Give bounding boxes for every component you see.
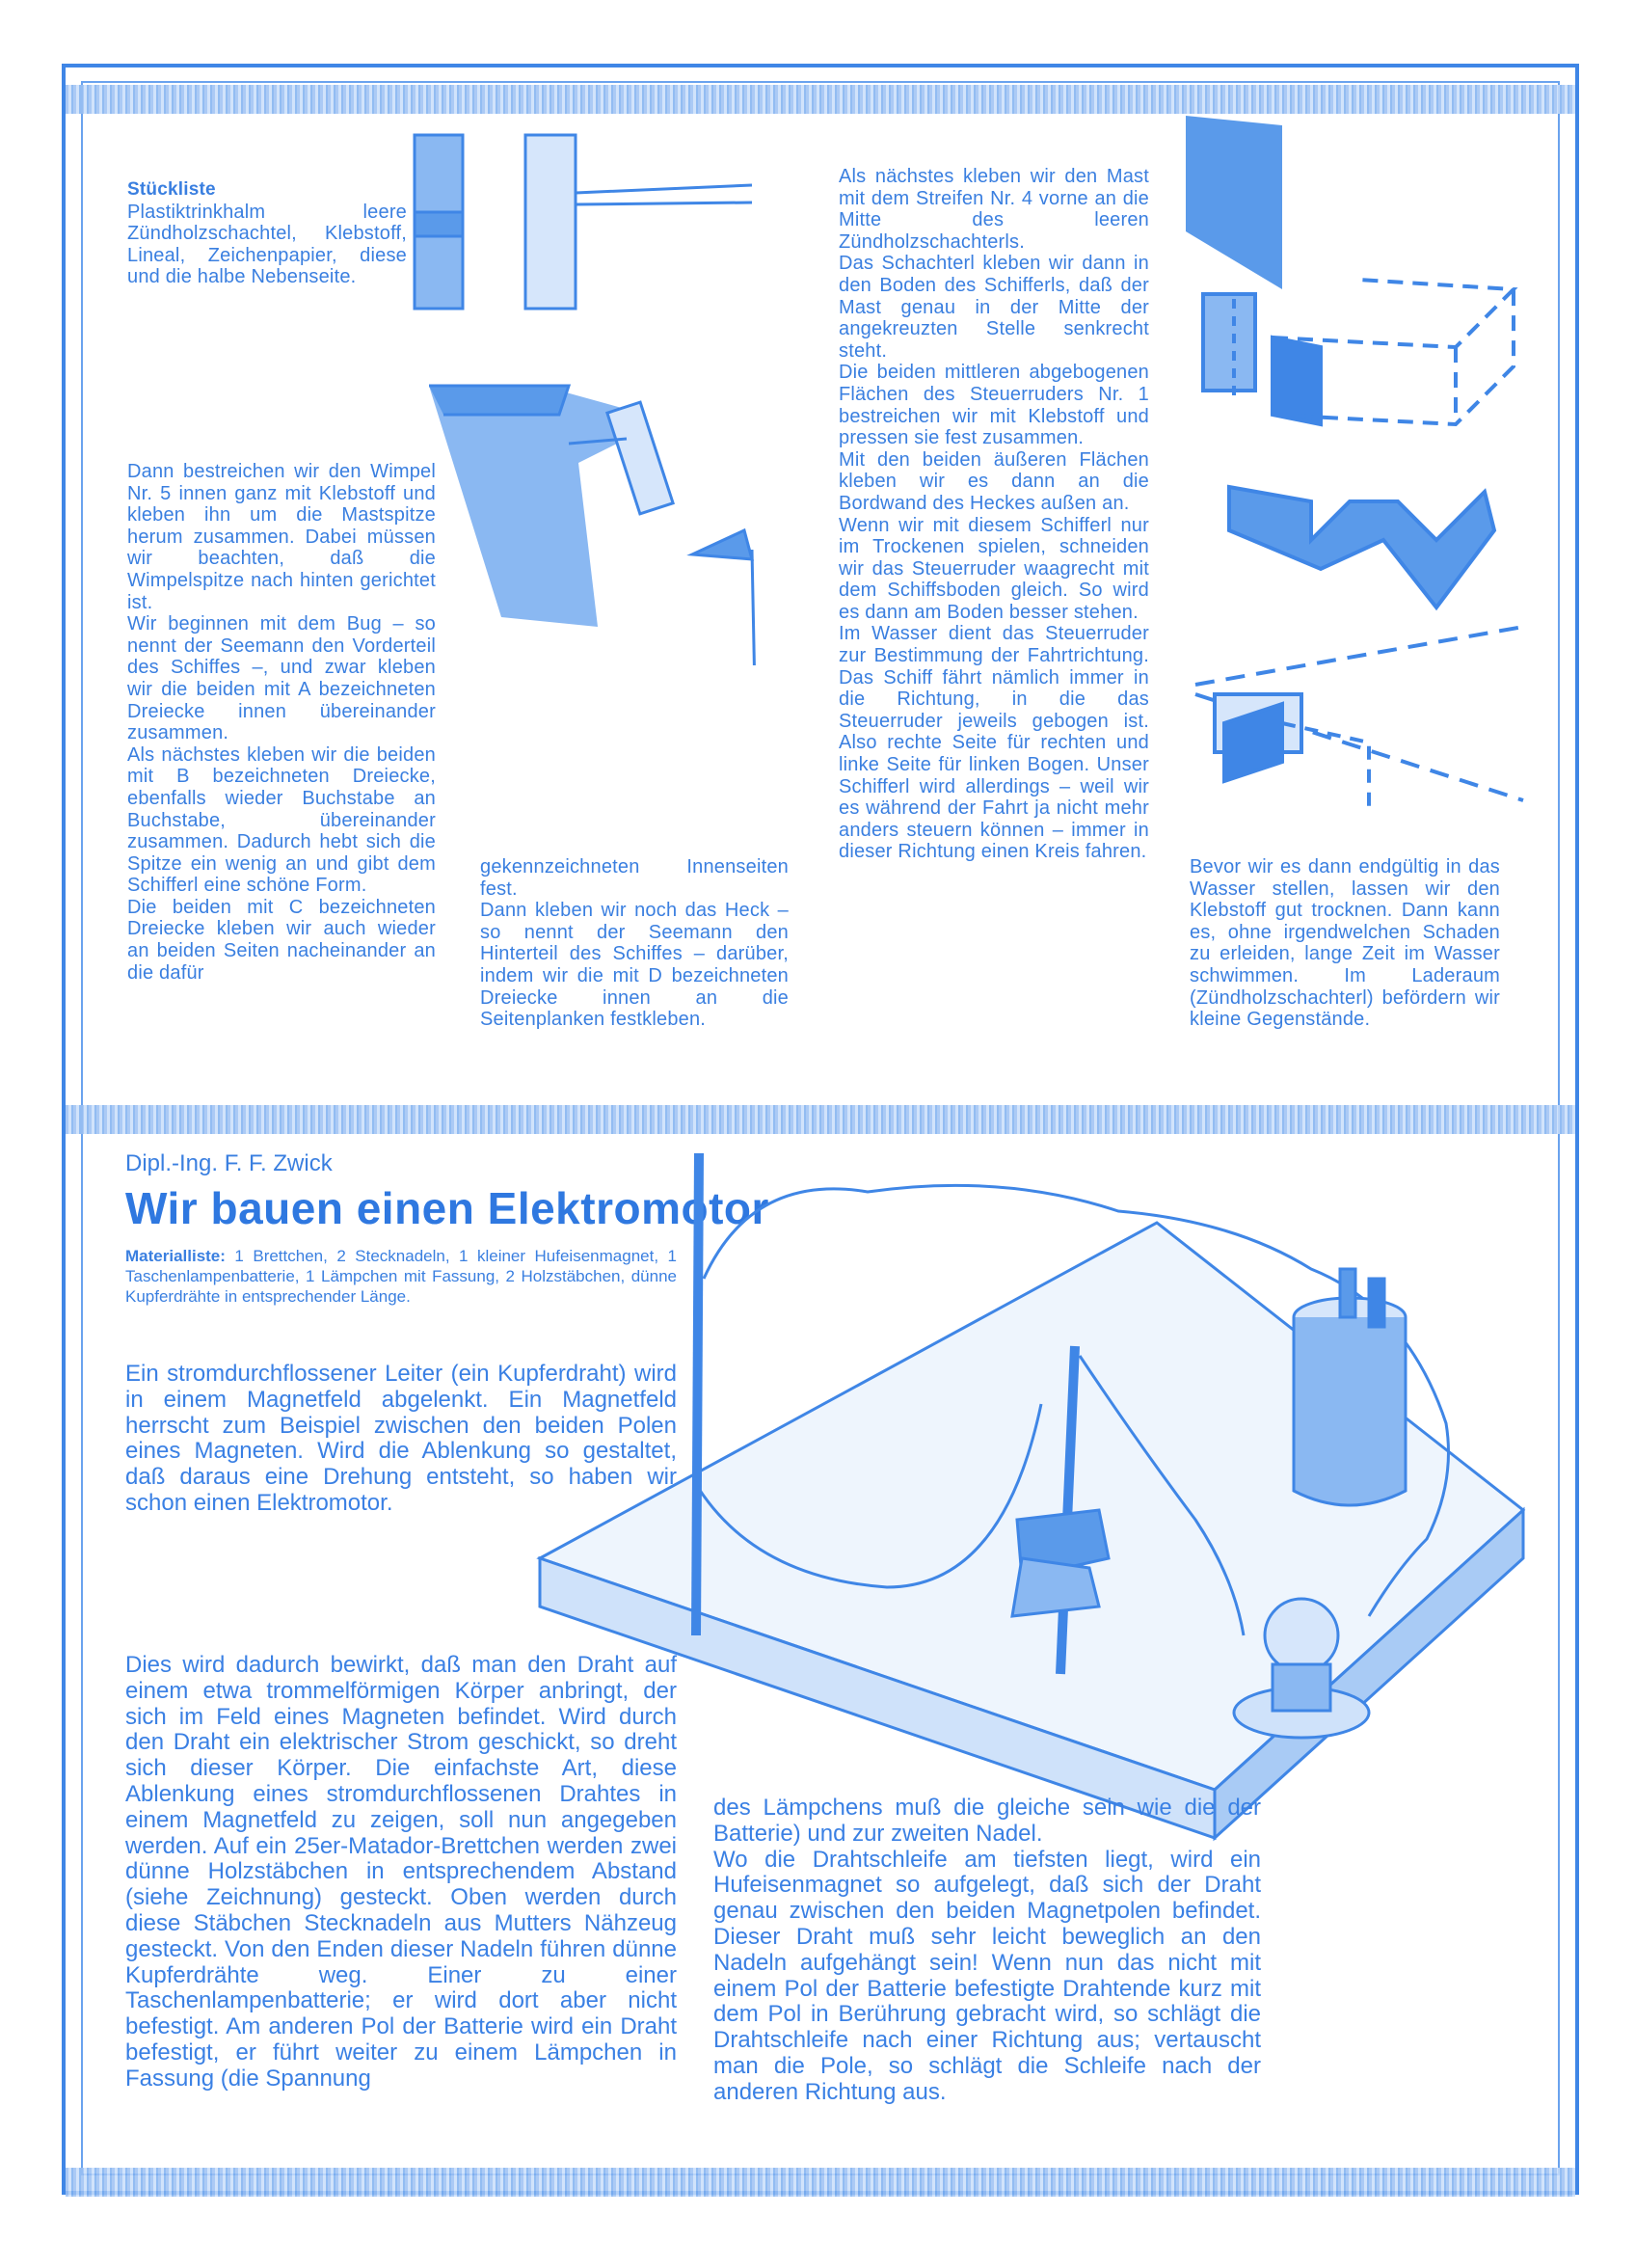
boat-column-3 (839, 166, 1149, 863)
boat-column-2 (480, 856, 789, 1031)
article-title: Wir bauen einen Elektromotor (125, 1183, 769, 1233)
material-label: Materialliste: (125, 1247, 226, 1265)
parts-list-text: Plastiktrinkhalm leere Zündholzschachtel, Klebstoff, Lineal, Zeichenpapier, diese und die halbe Nebenseite. (127, 201, 407, 288)
paragraph: Bevor wir es dann endgültig in das Wasser stellen, lassen wir den Klebstoff gut trocknen. Dann kann es, ohne irgendwelchen Schaden zu erleiden, lange Zeit im Wasser schwimmen. Im Laderaum (Zündholzschachterl) befördern wir kleine Gegenstände. (1190, 856, 1500, 1031)
paragraph: Dies wird dadurch bewirkt, daß man den Draht auf einem etwa trommelförmigen Körper anbringt, der sich im Feld eines Magneten befindet. Wird durch den Draht ein elektrischer Strom geschickt, so dreht sich dieser Körper. Die einfachste Art, diese Ablenkung eines stromdurchflossenen Drahtes in einem Magnetfeld zu zeigen, soll nun angegeben werden. Auf ein 25er-Matador-Brettchen werden zwei dünne Holzstäbchen in entsprechendem Abstand (siehe Zeichnung) gesteckt. Oben werden durch diese Stäbchen Stecknadeln aus Mutters Nähzeug gesteckt. Von den Enden dieser Nadeln führen dünne Kupferdrähte weg. Einer zu einer Taschenlampenbatterie; er wird dort aber nicht befestigt. Am anderen Pol der Batterie wird ein Draht befestigt, er führt weiter zu einem Lämpchen in Fassung (die Spannung (125, 1652, 677, 2092)
author: Dipl.-Ing. F. F. Zwick (125, 1150, 333, 1176)
mast-and-pennant-illustration (386, 125, 771, 665)
paragraph: Als nächstes kleben wir den Mast mit dem Streifen Nr. 4 vorne an die Mitte des leeren Zündholzschachterls. (839, 166, 1149, 253)
bottom-crayon-band (66, 2168, 1575, 2197)
paragraph: Als nächstes kleben wir die beiden mit B bezeichneten Dreiecke, ebenfalls wieder Buchstabe an Buchstabe, übereinander zusammen. Dadurch hebt sich die Spitze ein wenig an und gibt dem Schifferl eine schöne Form. (127, 743, 436, 897)
parts-list-title: Stückliste (127, 179, 216, 200)
paragraph: gekennzeichneten Innenseiten fest. (480, 856, 789, 900)
material-text: 1 Brettchen, 2 Stecknadeln, 1 kleiner Hufeisenmagnet, 1 Taschenlampenbatterie, 1 Lämpchen mit Fassung, 2 Holzstäbchen, dünne Kupferdrähte in entsprechender Länge. (125, 1247, 677, 1306)
paragraph: Das Schachterl kleben wir dann in den Boden des Schifferls, daß der Mast genau in der Mitte der angekreuzten Stelle senkrecht steht. (839, 253, 1149, 362)
paragraph: des Lämpchens muß die gleiche sein wie die der Batterie) und zur zweiten Nadel. (713, 1795, 1261, 1847)
paragraph: Die beiden mittleren abgebogenen Flächen des Steuerruders Nr. 1 bestreichen wir mit Klebstoff und pressen sie fest zusammen. (839, 362, 1149, 449)
paragraph: Dann kleben wir noch das Heck – so nennt der Seemann den Hinterteil des Schiffes – darüber, indem wir die mit D bezeichneten Dreiecke innen an die Seitenplanken festkleben. (480, 900, 789, 1031)
matchbox-and-rudder-illustration (1176, 106, 1542, 839)
paragraph: Wir beginnen mit dem Bug – so nennt der Seemann den Vorderteil des Schiffes –, und zwar kleben wir die beiden mit A bezeichneten Dreiecke innen übereinander zusammen. (127, 613, 436, 744)
paragraph: Die beiden mit C bezeichneten Dreiecke kleben wir auch wieder an beiden Seiten nacheinander an die dafür (127, 896, 436, 984)
paragraph: Ein stromdurchflossener Leiter (ein Kupferdraht) wird in einem Magnetfeld abgelenkt. Ein Magnetfeld herrscht zum Beispiel zwischen den beiden Polen eines Magneten. Wird die Ablenkung so gestaltet, daß daraus eine Drehung entsteht, so haben wir schon einen Elektromotor. (125, 1361, 677, 1516)
body-right-column (713, 1796, 1261, 2106)
body-left-column (125, 1653, 677, 2092)
boat-column-4 (1190, 856, 1500, 1031)
paragraph: Mit den beiden äußeren Flächen kleben wir es dann an die Bordwand des Heckes außen an. (839, 448, 1149, 514)
paragraph: Wo die Drahtschleife am tiefsten liegt, wird ein Hufeisenmagnet so aufgelegt, daß sich der Draht genau zwischen den beiden Magnetpolen befindet. Dieser Draht muß sehr leicht beweglich an den Nadeln aufgehängt sein! Wenn nun das nicht mit einem Pol der Batterie befestigte Drahtende kurz mit dem Pol in Berührung gebracht wird, so schlägt die Drahtschleife nach einer Richtung aus; vertauscht man die Pole, so schlägt die Schleife nach der anderen Richtung aus. (713, 1846, 1261, 2105)
parts-list (127, 179, 407, 288)
paragraph: Dann bestreichen wir den Wimpel Nr. 5 innen ganz mit Klebstoff und kleben ihn um die Mastspitze herum zusammen. Dabei müssen wir beachten, daß die Wimpelspitze nach hinten gerichtet ist. (127, 461, 436, 613)
paragraph: Im Wasser dient das Steuerruder zur Bestimmung der Fahrtrichtung. Das Schiff fährt nämlich immer in die Richtung, in die das Steuerruder jeweils gebogen ist. Also rechte Seite für rechten und linke Seite für linken Bogen. Unser Schifferl wird allerdings – weil wir es während der Fahrt ja nicht mehr anders steuern können – immer in dieser Richtung einen Kreis fahren. (839, 623, 1149, 863)
middle-crayon-band (66, 1105, 1575, 1134)
paragraph: Wenn wir mit diesem Schifferl nur im Trockenen spielen, schneiden wir das Steuerruder waagrecht mit dem Schiffsboden gleich. So wird es dann am Boden besser stehen. (839, 514, 1149, 623)
